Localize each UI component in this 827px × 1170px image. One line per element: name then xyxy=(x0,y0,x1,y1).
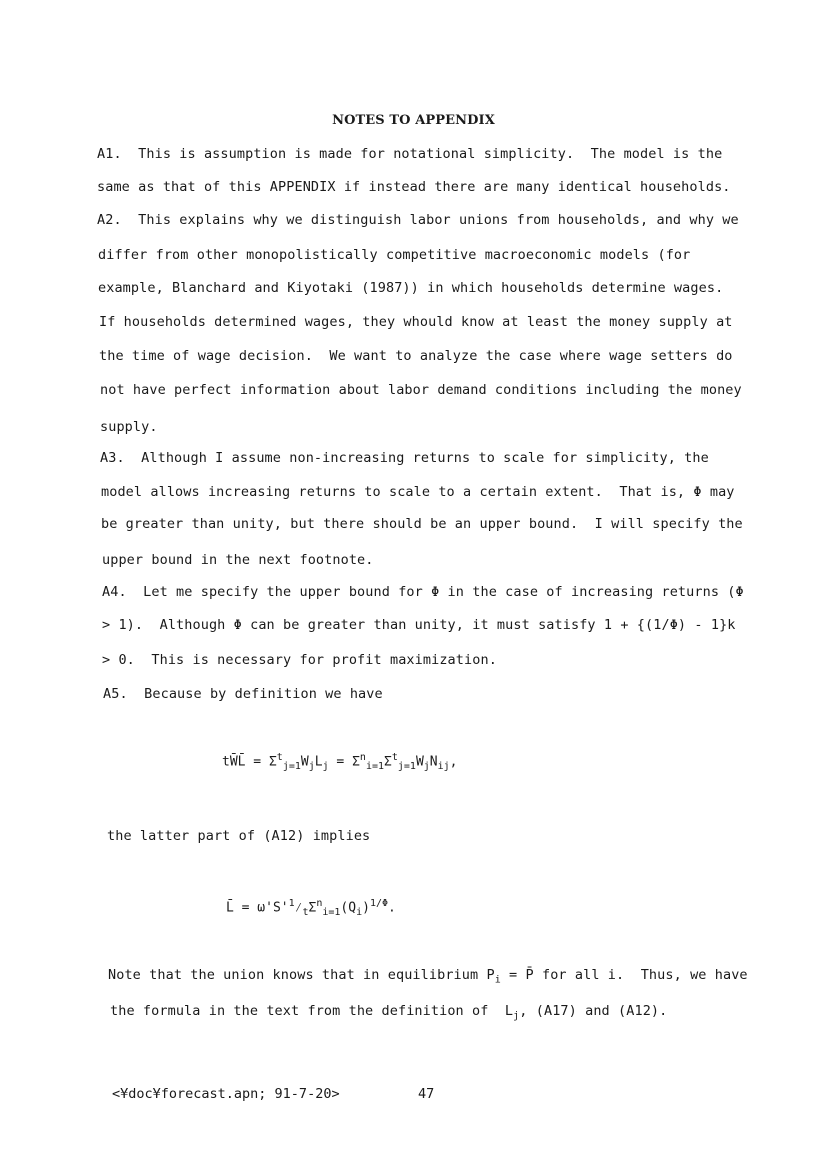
page-title: NOTES TO APPENDIX xyxy=(332,113,495,128)
text-line: be greater than unity, but there should be an upper bound. I will specify the xyxy=(101,516,743,532)
text-line: the formula in the text from the definition of $L_j$, (A17) and (A12). xyxy=(110,1003,668,1022)
text-line: example, Blanchard and Kiyotaki (1987)) in which households determine wages. xyxy=(98,280,724,296)
equation-1-w2: W xyxy=(415,754,424,770)
equation-1-eq: = xyxy=(328,754,353,770)
footer-file-label: <¥doc¥forecast.apn; 91-7-20> xyxy=(112,1086,340,1102)
equation-1: tW̄L̄ = $\Sigma^t_{j=1}W_jL_j = \Sigma^n_{i=1}\Sigma^t_{j=1}W_jN_{ij}$, xyxy=(222,752,458,772)
text-line: > 0. This is necessary for profit maximization. xyxy=(102,652,497,668)
equation-1-w: W xyxy=(300,754,309,770)
equation-2-lhs: L̄ = ω'S' xyxy=(226,900,289,916)
text-line: > 1). Although Φ can be greater than unity, it must satisfy 1 + {(1/Φ) - 1}k xyxy=(102,617,736,633)
text-line: model allows increasing returns to scale to a certain extent. That is, Φ may xyxy=(101,484,735,500)
equation-1-n: N xyxy=(429,754,438,770)
note-line-1b: = P̄ for all i. Thus, we have xyxy=(500,967,748,983)
text-line: A3. Although I assume non-increasing returns to scale for simplicity, the xyxy=(100,450,709,466)
text-line: the latter part of (A12) implies xyxy=(107,828,371,844)
text-line: A2. This explains why we distinguish labor unions from households, and why we xyxy=(97,212,739,228)
text-line: If households determined wages, they whould know at least the money supply at xyxy=(99,314,733,330)
note-line-2b: , (A17) and (A12). xyxy=(519,1003,668,1019)
text-line: upper bound in the next footnote. xyxy=(102,552,374,568)
note-line-2: the formula in the text from the definition of L xyxy=(110,1003,514,1019)
note-line-1: Note that the union knows that in equilibrium P xyxy=(108,967,495,983)
text-line: A1. This is assumption is made for notational simplicity. The model is the xyxy=(97,146,723,162)
equation-1-l: L xyxy=(314,754,323,770)
text-line: not have perfect information about labor demand conditions including the money xyxy=(100,382,742,398)
equation-1-lhs: tW̄L̄ = xyxy=(222,754,269,770)
text-line: A4. Let me specify the upper bound for Φ in the case of increasing returns (Φ xyxy=(102,584,744,600)
page-number: 47 xyxy=(418,1086,435,1102)
text-line: the time of wage decision. We want to analyze the case where wage setters do xyxy=(99,348,733,364)
text-line: A5. Because by definition we have xyxy=(103,686,383,702)
equation-2: L̄ = $\omega'S'^1⁄_t\Sigma^n_{i=1}(Q_i)^{1/\Phi}$. xyxy=(226,898,396,918)
text-line: differ from other monopolistically competitive macroeconomic models (for xyxy=(98,247,691,263)
text-line: same as that of this APPENDIX if instead there are many identical households. xyxy=(97,179,731,195)
text-line: Note that the union knows that in equilibrium $P_i$ = P̄ for all i. Thus, we have xyxy=(108,967,748,986)
text-line: supply. xyxy=(100,419,158,435)
